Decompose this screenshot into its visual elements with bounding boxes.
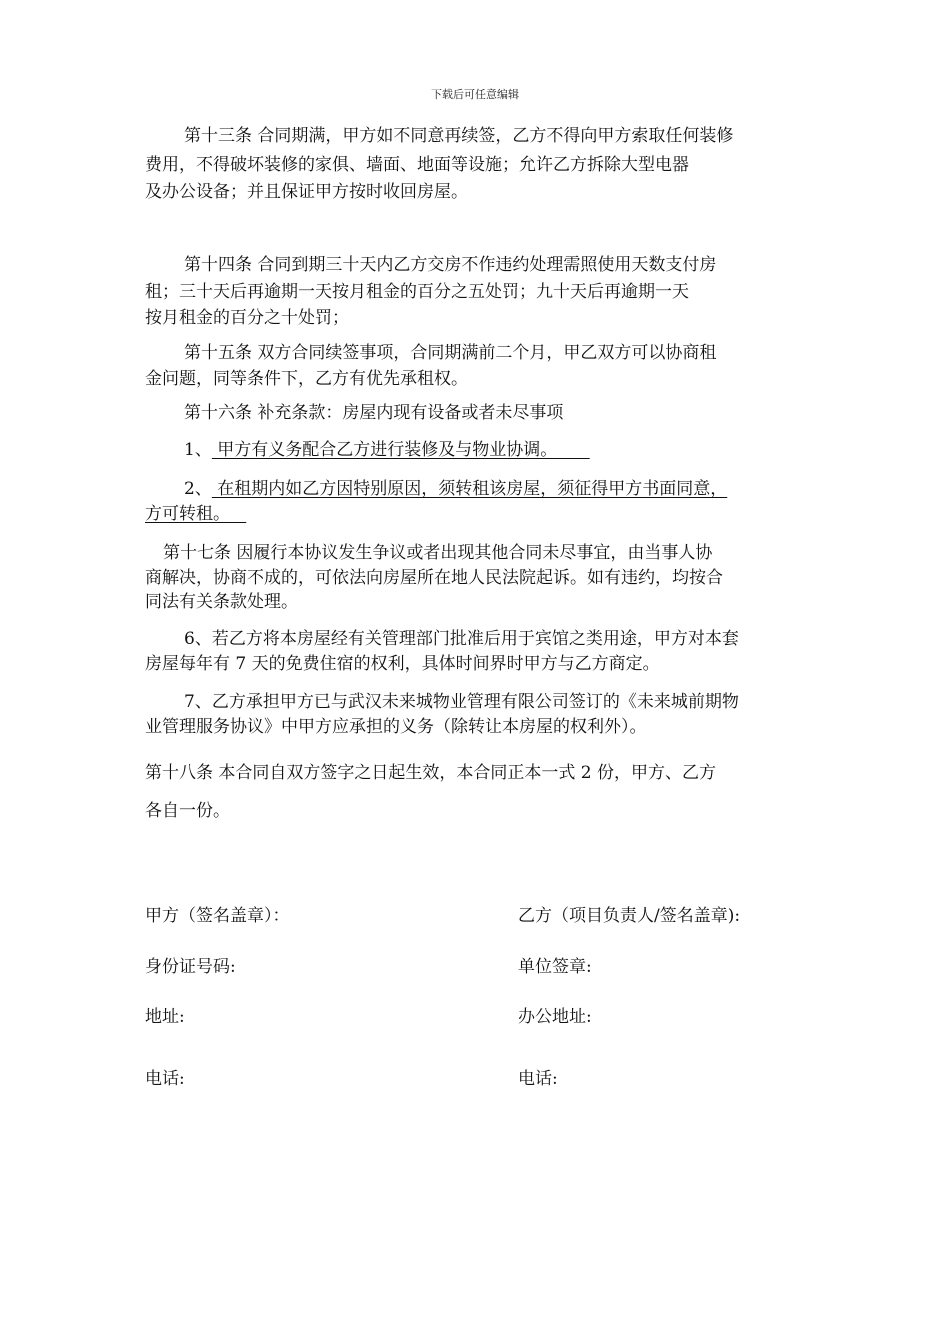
article-17-cont — [145, 566, 723, 590]
article-13-line-1: 第十三条 合同期满，甲方如不同意再续签，乙方不得向甲方索取任何装修 — [184, 126, 734, 146]
article-14-line-2: 租；三十天后再逾期一天按月租金的百分之五处罚；九十天后再逾期一天 — [145, 282, 689, 302]
supplement-item-2-cont — [145, 502, 246, 526]
party-b-signature-label: 乙方（项目负责人/签名盖章): — [518, 906, 741, 926]
article-14-cont-2 — [145, 306, 349, 330]
clause-6-line-2: 房屋每年有 7 天的免费住宿的权利，具体时间界时甲方与乙方商定。 — [145, 654, 660, 674]
article-13-cont-2 — [145, 180, 468, 204]
clause-7-line-2: 业管理服务协议》中甲方应承担的义务（除转让本房屋的权利外）。 — [145, 717, 647, 737]
article-18-line-2: 各自一份。 — [145, 801, 230, 821]
article-15 — [184, 341, 716, 365]
article-13-cont — [145, 153, 689, 177]
article-13 — [184, 124, 733, 148]
clause-7-cont — [145, 715, 647, 739]
article-14-line-3: 按月租金的百分之十处罚； — [145, 308, 349, 328]
article-14-line-1: 第十四条 合同到期三十天内乙方交房不作违约处理需照使用天数支付房 — [184, 255, 717, 275]
party-a-address-label: 地址: — [145, 1007, 185, 1027]
article-17-line-3: 同法有关条款处理。 — [145, 592, 298, 612]
supplement-item-2 — [184, 477, 727, 501]
item-1-text: 甲方有义务配合乙方进行装修及与物业协调。 — [211, 440, 590, 460]
clause-7-line-1: 7、乙方承担甲方已与武汉未来城物业管理有限公司签订的《未来城前期物 — [184, 692, 739, 712]
item-2-text-line-1: 在租期内如乙方因特别原因，须转租该房屋，须征得甲方书面同意， — [211, 479, 728, 499]
party-b-office-address-label: 办公地址: — [518, 1007, 592, 1027]
article-18-line-1: 第十八条 本合同自双方签字之日起生效，本合同正本一式 2 份，甲方、乙方 — [145, 763, 717, 783]
item-1-number: 1、 — [184, 440, 212, 460]
clause-6-cont — [145, 652, 660, 676]
clause-7 — [184, 690, 739, 714]
article-13-line-2: 费用，不得破坏装修的家俱、墙面、地面等设施；允许乙方拆除大型电器 — [145, 155, 689, 175]
article-17-line-1: 第十七条 因履行本协议发生争议或者出现其他合同未尽事宜，由当事人协 — [163, 543, 713, 563]
article-14 — [184, 253, 716, 277]
article-17-line-2: 商解决，协商不成的，可依法向房屋所在地人民法院起诉。如有违约，均按合 — [145, 568, 723, 588]
clause-6 — [184, 627, 739, 651]
unit-seal-label: 单位签章: — [518, 957, 592, 977]
page-header-note: 下载后可任意编辑 — [431, 88, 519, 101]
article-18 — [145, 761, 716, 785]
article-16-line-1: 第十六条 补充条款：房屋内现有设备或者未尽事项 — [184, 403, 564, 423]
party-b-phone-label: 电话: — [518, 1069, 558, 1089]
item-2-number: 2、 — [184, 479, 212, 499]
clause-6-line-1: 6、若乙方将本房屋经有关管理部门批准后用于宾馆之类用途，甲方对本套 — [184, 629, 739, 649]
party-a-signature-label: 甲方（签名盖章）： — [145, 906, 290, 926]
article-17 — [163, 541, 712, 565]
article-13-line-3: 及办公设备；并且保证甲方按时收回房屋。 — [145, 182, 468, 202]
article-18-cont — [145, 799, 230, 823]
item-2-text-line-2: 方可转租。 — [145, 504, 247, 524]
article-15-line-2: 金问题，同等条件下，乙方有优先承租权。 — [145, 369, 468, 389]
article-15-line-1: 第十五条 双方合同续签事项，合同期满前二个月，甲乙双方可以协商租 — [184, 343, 717, 363]
party-a-phone-label: 电话: — [145, 1069, 185, 1089]
id-number-label: 身份证号码: — [145, 957, 236, 977]
article-17-cont-2 — [145, 590, 298, 614]
article-14-cont — [145, 280, 689, 304]
article-16 — [184, 401, 563, 425]
supplement-item-1 — [184, 438, 590, 462]
article-15-cont — [145, 367, 468, 391]
